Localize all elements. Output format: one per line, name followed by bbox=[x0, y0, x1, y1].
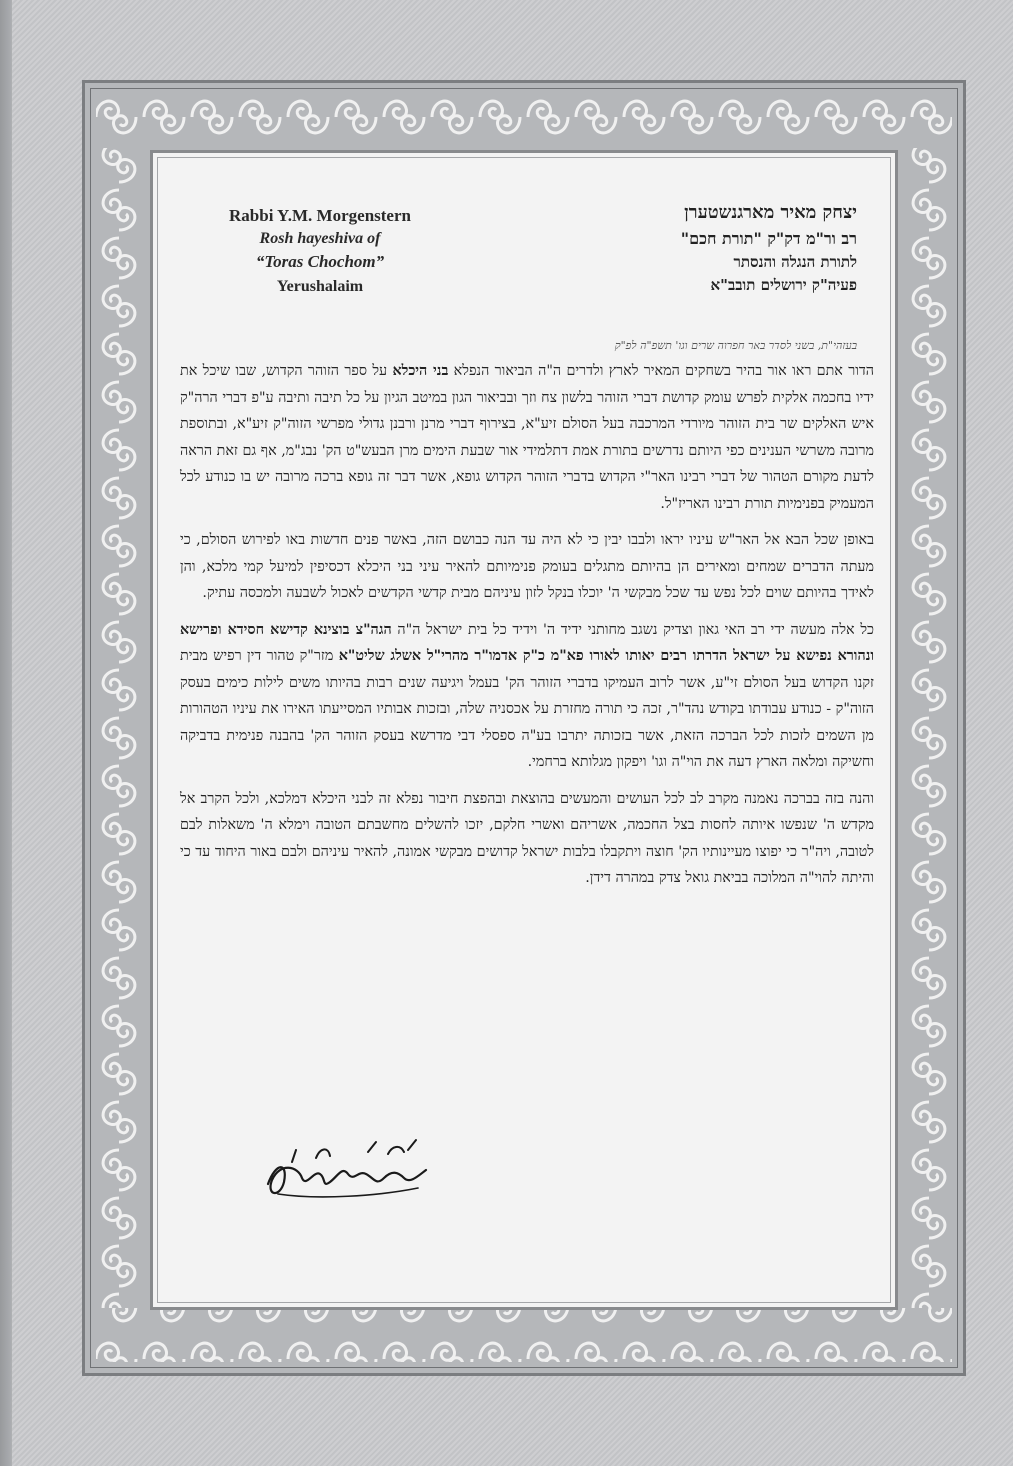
rabbi-title: Rosh hayeshiva of bbox=[259, 230, 381, 247]
paragraph-1 bbox=[180, 358, 874, 517]
subtitle-hebrew: לתורת הנגלה והנסתר bbox=[733, 253, 857, 271]
handwritten-signature bbox=[258, 1122, 438, 1212]
english-letterhead bbox=[190, 206, 450, 296]
city-hebrew: פעיה"ק ירושלים תובב"א bbox=[710, 276, 857, 294]
letter-body bbox=[180, 358, 874, 902]
paragraph-3 bbox=[180, 617, 874, 776]
rabbi-name: Rabbi Y.M. Morgenstern bbox=[229, 206, 411, 225]
yeshiva-name: “Toras Chochom” bbox=[255, 252, 385, 271]
paragraph-4: והנה בזה בברכה נאמנה מקרב לב לכל העושים והמעשים בהוצאת ובהפצת חיבור נפלא זה לבני היכלא דמלכא, ולכל הקרב אל מקדש ה' שנפשו איותה לחסות בצל החכמה, אשריהם ואשרי חלקם, יזכו להשלים מחשבתם הטובה וימלא ה' משאלות לבם לטובה, ויה"ר כי יפוצו מעיינותיו הק' חוצה ויתקבלו בלבות ישראל קדושים מבקשי אמונה, להאיר עיניהם ולבם באור היחוד עד כי והיתה להוי"ה המלוכה בביאת גואל צדק במהרה דידן. bbox=[180, 790, 874, 886]
paragraph-2: באופן שכל הבא אל האר"ש עיניו יראו ולבבו יבין כי לא היה עד הנה כבושם הזה, באשר פנים חדשות באו לפירוש הסולם, כי מעתה הדברים שמחים ומאירים הן בהיותם מתגלים בעומק פנימיותם להאיר עיני בני היכלא דכסיפין למיעל קמי מלכא, והן לאידך בהיותם שוים לכל נפש עד שכל מבקשי ה' יוכלו בנקל לזון עיניהם מבית קדשי הקדשים לאכול לשבעה ולמכסה עתיק. bbox=[180, 532, 874, 601]
author-honorific: הגה"צ בוצינא קדישא חסידא ופרישא ונהורא נפישא על ישראל הדרתו רבים יאותו לאורו פא"מ כ"ק אדמו"ר מהרי"ל אשלג שליט"א bbox=[180, 621, 874, 664]
city-name: Yerushalaim bbox=[276, 278, 364, 295]
paragraph-3-rest: מזר"ק טהור דין רפיש מבית זקנו הקדוש בעל הסולם זי"ע, אשר לרוב העמיקו בדברי הזוהר הק' בעמל ויגיעה שנים רבות בהיותו משים לילות כימים בעסק הזוה"ק - כנודע עבודתו בקודש נהד"ר, זכה כי תורה מחזרת על אכסניה שלה, ובזכות אבותיו המסייעתו האירו את עיניו הטהורות מן השמים לזכות לכל הברכה הזאת, אשר בזכותה יתרבו בע"ה ספסלי דבי מדרשא בעסק הזוהר הק' בהבנה פנימית בדביקה וחשיקה ומלאה הארץ דעה את הוי"ה וגו' ויפקון מגלותא ברחמי. bbox=[180, 648, 874, 770]
rabbi-name-hebrew: יצחק מאיר מארגנשטערן bbox=[684, 202, 857, 223]
date-line: בעזהי"ת, בשני לסדר באר חפרוה שרים וגו' תשפ"ה לפ"ק bbox=[614, 339, 857, 352]
paragraph-3-start: כל אלה מעשה ידי רב האי גאון וצדיק נשגב מחותני ידיד ה' וידיד כל בית ישראל ה"ה bbox=[391, 621, 874, 638]
hebrew-letterhead bbox=[517, 202, 857, 295]
book-title: בני היכלא bbox=[392, 363, 449, 379]
paragraph-1-start: הדור אתם ראו אור בהיר בשחקים המאיר לארץ ולדרים ה"ה הביאור הנפלא bbox=[448, 363, 874, 379]
rabbi-title-hebrew: רב ור"מ דק"ק "תורת חכם" bbox=[680, 229, 857, 248]
paragraph-1-rest: על ספר הזוהר הקדוש, שבו שיכל את ידיו בחכמה אלקית לפרש עומק קדושת דברי הזוהר בלשון צח וזך ובביאור הגון במיטב הגיון על כל תיבה ותיבה ע"פ דברי הרה"ק איש האלקים שר בית הזוהר מיורדי המרכבה בעל הסולם זיע"א, בצירוף דברי מרנן ורבנן גדולי מפרשי הזוה"ק זיע"א, ובתוספת מרובה משרשי הענינים כפי היותם נדרשים בתורת אמת דתלמידי אור שבעת הימים מרן הבעש"ט הק' נבג"מ, אף גם זאת הראה לדעת מקורם הטהור של דברי רבינו האר"י הקדוש בדברי הזוהר הקדוש גופא, אשר דבר זה גופא ברכה מרובה יש בו כנודע לכל המעמיק בפנימיות תורת רבינו האריז"ל. bbox=[180, 363, 874, 512]
